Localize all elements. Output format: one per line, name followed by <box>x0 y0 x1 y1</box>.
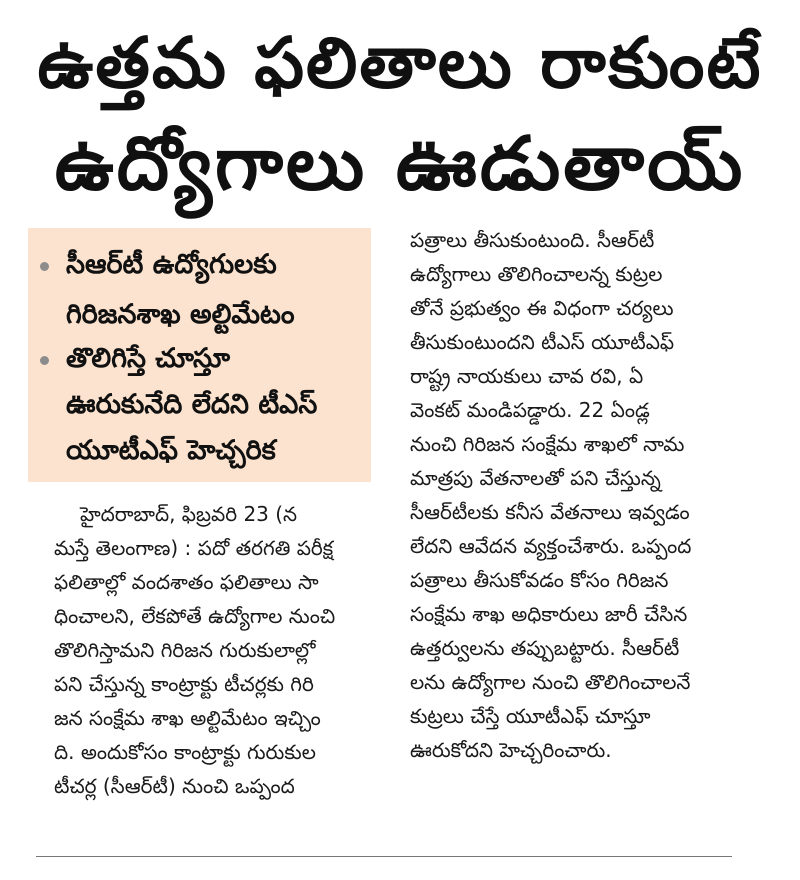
article-line: ఊరుకోదని హెచ్చరించారు. <box>410 738 612 762</box>
highlight-line: గిరిజనశాఖ అల్టిమేటం <box>66 299 295 330</box>
article-line: సీఆర్‌టీలకు కనీస వేతనాలు ఇవ్వడం <box>410 500 690 524</box>
article-line: జన సంక్షేమ శాఖ అల్టిమేటం ఇచ్చిం <box>54 706 321 730</box>
highlight-line: తొలిగిస్తే చూస్తూ <box>66 343 231 374</box>
headline-line-2: ఉద్యోగాలు ఊడుతాయ్ <box>54 121 746 207</box>
highlight-line: యూటీఎఫ్ హెచ్చరిక <box>66 435 276 466</box>
article-line: వెంకట్ మండిపడ్డారు. 22 ఏండ్ల <box>410 398 650 422</box>
highlight-box <box>28 228 371 482</box>
article-line: లను ఉద్యోగాల నుంచి తొలిగించాలనే <box>410 670 691 694</box>
article-line: కుట్రలు చేస్తే యూటీఎఫ్ చూస్తూ <box>410 704 651 728</box>
article-line: టీచర్ల (సీఆర్‌టీ) నుంచి ఒప్పంద <box>54 774 295 798</box>
highlight-line: ఊరుకునేది లేదని టీఎస్ <box>66 389 318 420</box>
article-line: సంక్షేమ శాఖ అధికారులు జారీ చేసిన <box>410 602 688 626</box>
article-line: తొలిగిస్తామని గిరిజన గురుకులాల్లో <box>54 638 316 662</box>
article-line: రాష్ట్ర నాయకులు చావ రవి, ఏ <box>410 364 644 388</box>
article-line: తోనే ప్రభుత్వం ఈ విధంగా చర్యలు <box>410 296 674 320</box>
article-line: ధించాలని, లేకపోతే ఉద్యోగాల నుంచి <box>54 604 336 628</box>
article-line: పత్రాలు తీసుకుంటుంది. సీఆర్‌టీ <box>410 228 655 252</box>
article-line: ఫలితాల్లో వందశాతం ఫలితాలు సా <box>54 570 319 594</box>
article-line: ది. అందుకోసం కాంట్రాక్టు గురుకుల <box>54 740 316 764</box>
bullet-dot-icon <box>40 262 49 271</box>
article-line: హైదరాబాద్, ఫిబ్రవరి 23 (న <box>80 502 298 526</box>
article-line: పత్రాలు తీసుకోవడం కోసం గిరిజన <box>410 568 669 592</box>
bottom-divider <box>36 856 732 857</box>
article-line: మాత్రపు వేతనాలతో పని చేస్తున్న <box>410 466 661 490</box>
bullet-dot-icon <box>40 356 49 365</box>
article-line: ఉత్తర్వులను తప్పుబట్టారు. సీఆర్‌టీ <box>410 636 680 660</box>
article-line: తీసుకుంటుందని టీఎస్ యూటీఎఫ్ <box>410 330 675 354</box>
highlight-line: సీఆర్‌టీ ఉద్యోగులకు <box>66 249 277 280</box>
article-line: పని చేస్తున్న కాంట్రాక్టు టీచర్లకు గిరి <box>54 672 314 696</box>
article-line: మస్తే తెలంగాణ) : పదో తరగతి పరీక్ష <box>54 536 334 560</box>
headline-line-1: ఉత్తమ ఫలితాలు రాకుంటే <box>37 22 763 104</box>
article-line: లేదని ఆవేదన వ్యక్తంచేశారు. ఒప్పంద <box>410 534 692 558</box>
article-line: నుంచి గిరిజన సంక్షేమ శాఖలో నామ <box>410 432 685 456</box>
article-line: ఉద్యోగాలు తొలిగించాలన్న కుట్రల <box>410 262 663 286</box>
